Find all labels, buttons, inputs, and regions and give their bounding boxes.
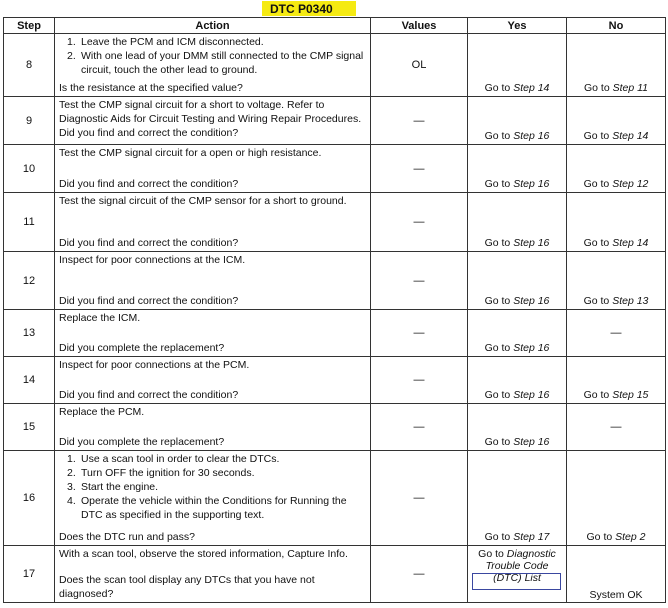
values-cell: —	[371, 97, 468, 145]
action-question: Is the resistance at the specified value?	[59, 82, 243, 94]
header-no: No	[567, 18, 666, 34]
system-ok-text: System OK	[589, 589, 643, 601]
action-text: Test the signal circuit of the CMP sensor for a short to ground.	[59, 195, 347, 207]
action-question: Did you find and correct the condition?	[59, 295, 239, 307]
step-link[interactable]: Step 12	[612, 178, 649, 190]
action-cell	[55, 451, 371, 546]
step-link[interactable]: Step 2	[615, 531, 646, 543]
step-link[interactable]: Step 16	[513, 295, 550, 307]
action-cell	[55, 310, 371, 357]
values-cell: —	[371, 451, 468, 546]
table-row	[4, 252, 666, 310]
action-question: Did you find and correct the condition?	[59, 178, 239, 190]
step-link[interactable]: Step 14	[612, 130, 649, 142]
action-question: Does the scan tool display any DTCs that you have not diagnosed?	[59, 574, 315, 600]
step-number: 15	[4, 404, 55, 451]
action-cell	[55, 546, 371, 603]
table-header-row	[4, 18, 666, 34]
dtc-list-link[interactable]: Go to Diagnostic Trouble Code (DTC) List	[478, 548, 556, 584]
no-cell: —	[567, 404, 666, 451]
yes-cell: Go to Step 17	[468, 451, 567, 546]
action-question: Does the DTC run and pass?	[59, 531, 195, 543]
action-cell	[55, 145, 371, 193]
step-number: 14	[4, 357, 55, 404]
step-link[interactable]: Step 16	[513, 436, 550, 448]
no-cell: Go to Step 2	[567, 451, 666, 546]
header-values: Values	[371, 18, 468, 34]
list-item: 2. Turn OFF the ignition for 30 seconds.	[67, 467, 255, 479]
yes-cell: Go to Step 16	[468, 97, 567, 145]
header-action: Action	[55, 18, 371, 34]
step-link[interactable]: Step 15	[612, 389, 649, 401]
values-cell: —	[371, 252, 468, 310]
action-question: Did you find and correct the condition?	[59, 389, 239, 401]
list-item: 2. With one lead of your DMM still connected to the CMP signal circuit, touch the other lead to ground.	[67, 50, 364, 76]
step-link[interactable]: Step 16	[513, 389, 550, 401]
no-cell: Go to Step 14	[567, 193, 666, 252]
action-text: Replace the ICM.	[59, 312, 141, 324]
list-item: 3. Start the engine.	[67, 481, 159, 493]
action-text: Test the CMP signal circuit for a short to voltage. Refer to Diagnostic Aids for Circuit Testing and Wiring Repair Procedures. Did you find and correct the condition?	[59, 99, 362, 139]
step-number: 13	[4, 310, 55, 357]
values-cell: —	[371, 310, 468, 357]
step-number: 10	[4, 145, 55, 193]
step-link[interactable]: Step 16	[513, 130, 550, 142]
table-row	[4, 310, 666, 357]
yes-cell: Go to Step 14	[468, 34, 567, 97]
values-cell: —	[371, 145, 468, 193]
step-number: 16	[4, 451, 55, 546]
action-cell	[55, 34, 371, 97]
no-cell: —	[567, 310, 666, 357]
no-cell: Go to Step 14	[567, 97, 666, 145]
action-question: Did you complete the replacement?	[59, 342, 225, 354]
action-text: Inspect for poor connections at the PCM.	[59, 359, 250, 371]
page-title: DTC P0340	[270, 2, 333, 16]
step-link[interactable]: Step 11	[612, 82, 649, 94]
no-cell: Go to Step 13	[567, 252, 666, 310]
table-row	[4, 357, 666, 404]
values-cell: —	[371, 357, 468, 404]
yes-cell: Go to Step 16	[468, 193, 567, 252]
values-cell: —	[371, 404, 468, 451]
step-number: 9	[4, 97, 55, 145]
diagnostic-table	[3, 17, 666, 603]
step-number: 8	[4, 34, 55, 97]
yes-cell: Go to Step 16	[468, 145, 567, 193]
no-cell	[567, 546, 666, 603]
values-cell: —	[371, 546, 468, 603]
step-number: 11	[4, 193, 55, 252]
no-cell: Go to Step 11	[567, 34, 666, 97]
action-cell	[55, 404, 371, 451]
step-link[interactable]: Step 16	[513, 237, 550, 249]
action-text: Test the CMP signal circuit for a open or high resistance.	[59, 147, 322, 159]
action-cell	[55, 357, 371, 404]
table-row	[4, 97, 666, 145]
step-link[interactable]: Step 16	[513, 342, 550, 354]
header-step: Step	[4, 18, 55, 34]
step-link[interactable]: Step 14	[612, 237, 649, 249]
yes-cell: Go to Step 16	[468, 357, 567, 404]
list-item: 1. Leave the PCM and ICM disconnected.	[67, 36, 264, 48]
action-text: With a scan tool, observe the stored information, Capture Info.	[59, 548, 348, 560]
step-link[interactable]: Step 17	[513, 531, 550, 543]
no-cell: Go to Step 15	[567, 357, 666, 404]
action-cell	[55, 97, 371, 145]
list-item: 4. Operate the vehicle within the Conditions for Running the DTC as specified in the supporting text.	[67, 495, 347, 521]
values-cell: OL	[371, 34, 468, 97]
table-row	[4, 451, 666, 546]
step-number: 17	[4, 546, 55, 603]
action-text: Inspect for poor connections at the ICM.	[59, 254, 246, 266]
yes-cell: Go to Step 16	[468, 404, 567, 451]
action-cell	[55, 193, 371, 252]
yes-cell: Go to Step 16	[468, 252, 567, 310]
table-row	[4, 404, 666, 451]
step-link[interactable]: Step 13	[612, 295, 649, 307]
step-link[interactable]: Step 14	[513, 82, 550, 94]
link-highlight-box	[472, 573, 561, 590]
table-row	[4, 145, 666, 193]
step-number: 12	[4, 252, 55, 310]
action-cell	[55, 252, 371, 310]
action-text: Replace the PCM.	[59, 406, 145, 418]
action-question: Did you find and correct the condition?	[59, 237, 239, 249]
no-cell: Go to Step 12	[567, 145, 666, 193]
header-yes: Yes	[468, 18, 567, 34]
table-row	[4, 193, 666, 252]
list-item: 1. Use a scan tool in order to clear the DTCs.	[67, 453, 280, 465]
table-row	[4, 546, 666, 603]
document-header	[0, 0, 668, 18]
yes-cell: Go to Step 16	[468, 310, 567, 357]
table-row	[4, 34, 666, 97]
step-link[interactable]: Step 16	[513, 178, 550, 190]
yes-cell	[468, 546, 567, 603]
values-cell: —	[371, 193, 468, 252]
action-question: Did you complete the replacement?	[59, 436, 225, 448]
